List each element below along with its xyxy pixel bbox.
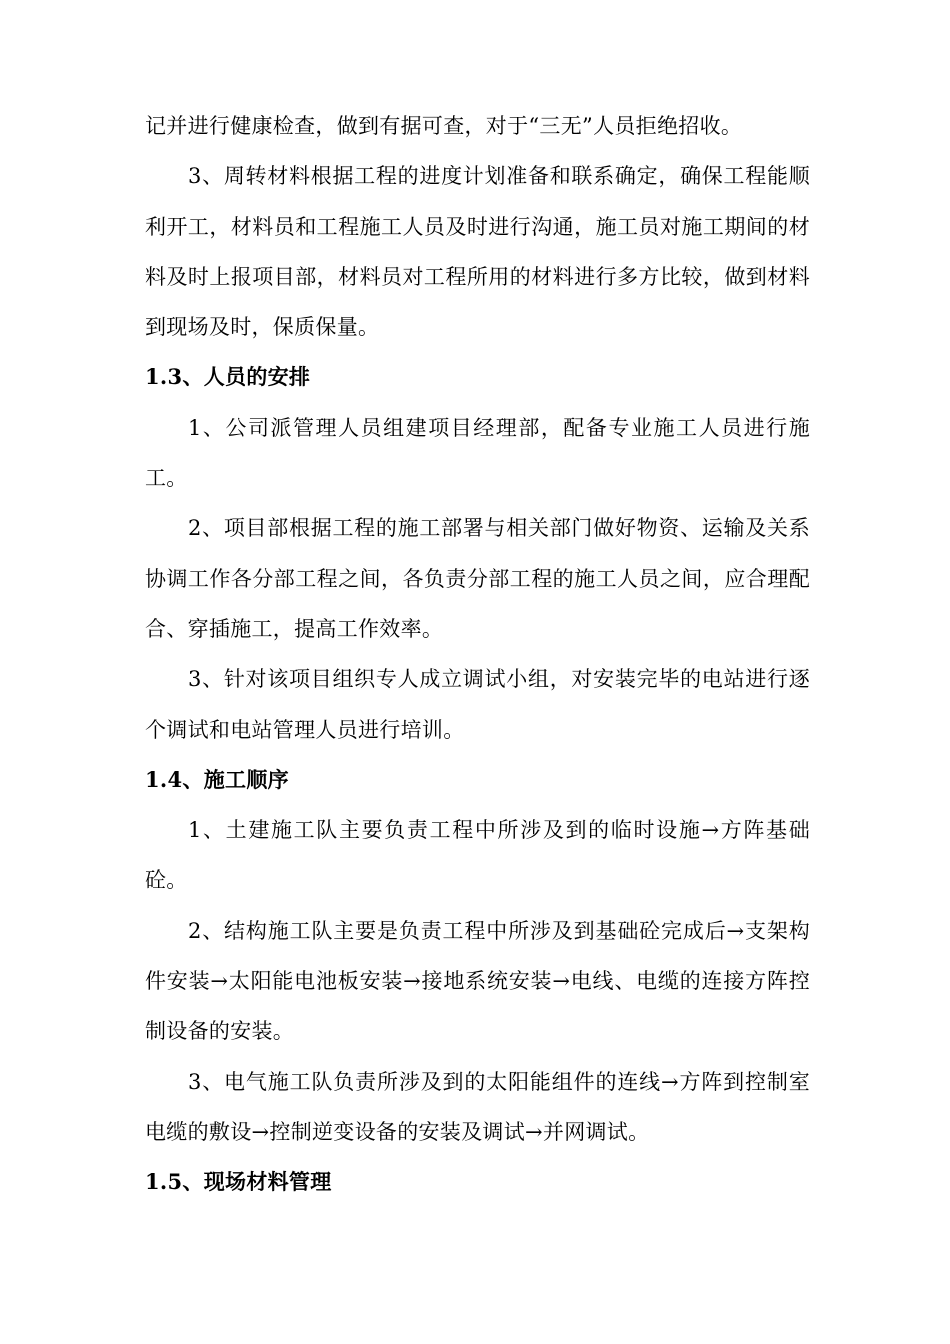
paragraph-sequence-3: 3、电气施工队负责所涉及到的太阳能组件的连线→方阵到控制室电缆的敷设→控制逆变设备的安装及调试→并网调试。: [145, 1069, 810, 1144]
section-heading-personnel: 1.3、人员的安排: [145, 364, 311, 390]
paragraph-materials: 3、周转材料根据工程的进度计划准备和联系确定，确保工程能顺利开工，材料员和工程施工人员及时进行沟通，施工员对施工期间的材料及时上报项目部，材料员对工程所用的材料进行多方比较，做到材料到现场及时，保质保量。: [145, 164, 810, 340]
paragraph-sequence-1: 1、土建施工队主要负责工程中所涉及到的临时设施→方阵基础砼。: [145, 818, 810, 893]
document-body: [145, 101, 810, 1208]
paragraph-personnel-3: 3、针对该项目组织专人成立调试小组，对安装完毕的电站进行逐个调试和电站管理人员进行培训。: [145, 667, 810, 742]
paragraph-health-check: 记并进行健康检查，做到有据可查，对于“三无”人员拒绝招收。: [145, 114, 743, 138]
paragraph-sequence-2: 2、结构施工队主要是负责工程中所涉及到基础砼完成后→支架构件安装→太阳能电池板安装→接地系统安装→电线、电缆的连接方阵控制设备的安装。: [145, 918, 810, 1044]
section-heading-sequence: 1.4、施工顺序: [145, 766, 289, 792]
paragraph-personnel-1: 1、公司派管理人员组建项目经理部，配备专业施工人员进行施工。: [145, 415, 810, 491]
section-heading-materials-management: 1.5、现场材料管理: [145, 1169, 332, 1195]
paragraph-personnel-2: 2、项目部根据工程的施工部署与相关部门做好物资、运输及关系协调工作各分部工程之间，各负责分部工程的施工人员之间，应合理配合、穿插施工，提高工作效率。: [145, 516, 810, 641]
